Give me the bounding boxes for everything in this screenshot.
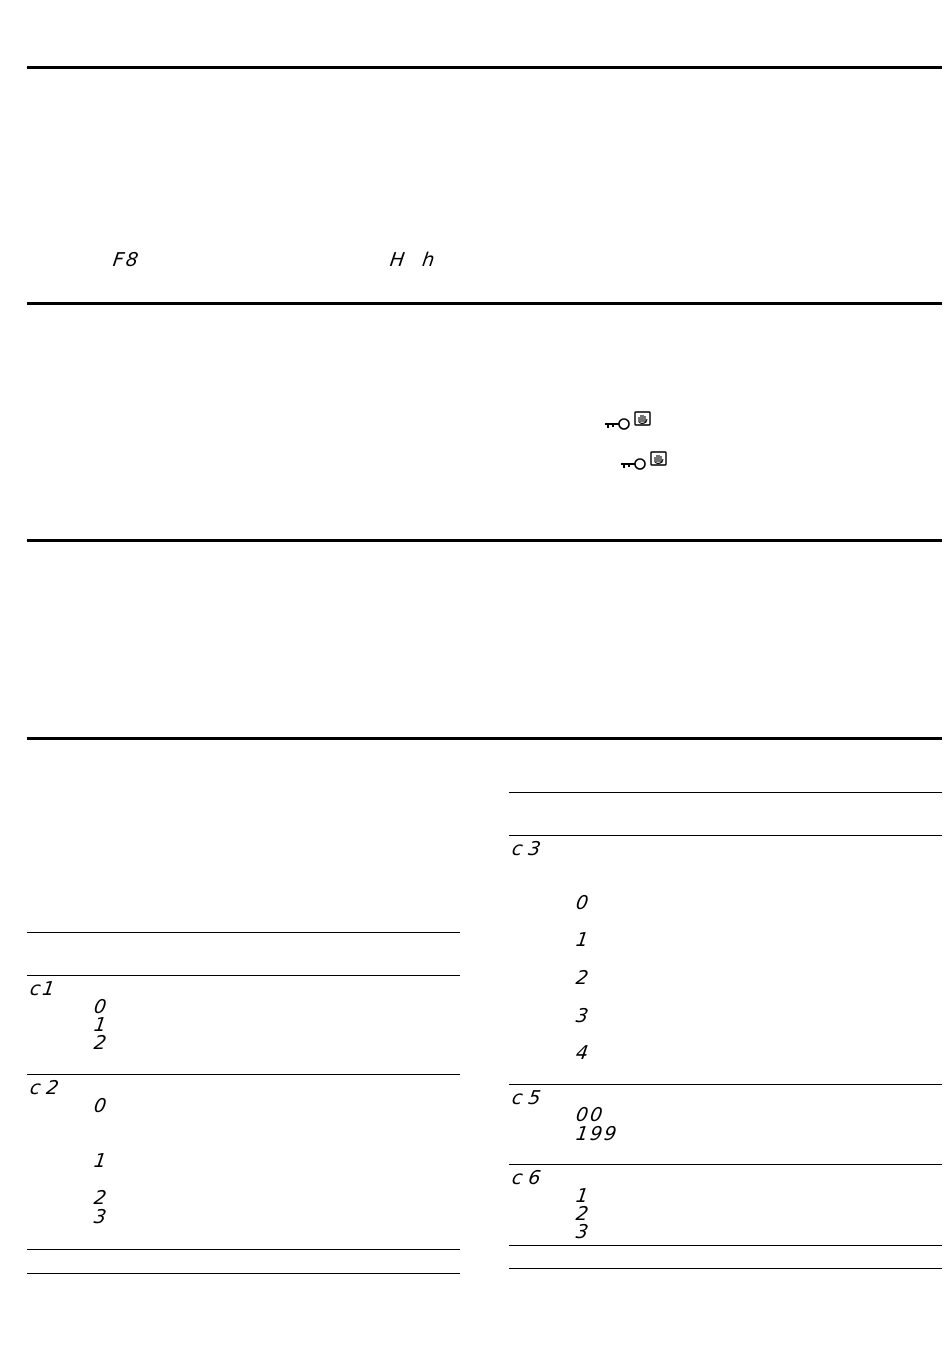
table-rule — [509, 1245, 942, 1246]
table-rule — [509, 792, 942, 793]
table-rule — [27, 1074, 460, 1075]
option-value: 0 — [574, 892, 592, 914]
option-value: 0 — [92, 1095, 110, 1117]
option-value: 3 — [574, 1221, 592, 1243]
table-rule — [27, 1249, 460, 1250]
option-value: 0 — [92, 996, 110, 1018]
section-divider — [27, 66, 942, 69]
hand-sensor-icon — [634, 411, 652, 431]
hand-sensor-icon — [650, 451, 668, 471]
setting-code-c2: c2 — [28, 1077, 67, 1099]
table-rule — [27, 1273, 460, 1274]
option-value: 2 — [92, 1032, 110, 1054]
option-value: 4 — [574, 1042, 592, 1064]
option-value: 3 — [92, 1206, 110, 1228]
setting-code-c5: c5 — [510, 1087, 549, 1109]
option-value: 1 — [92, 1014, 110, 1036]
option-value: 2 — [574, 1203, 592, 1225]
option-value: 2 — [92, 1187, 110, 1209]
setting-code-c3: c3 — [510, 838, 549, 860]
table-rule — [509, 1084, 942, 1085]
key-icon — [620, 455, 648, 474]
table-rule — [509, 1268, 942, 1269]
display-code-f8: F8 — [111, 249, 142, 271]
table-rule — [27, 975, 460, 976]
setting-code-c6: c6 — [510, 1167, 549, 1189]
option-value: 1 — [574, 1185, 592, 1207]
table-rule — [509, 1164, 942, 1165]
key-icon — [604, 415, 632, 434]
option-value: 00 — [574, 1104, 606, 1126]
option-value: 1 — [92, 1150, 110, 1172]
option-value: 3 — [574, 1005, 592, 1027]
option-value: 2 — [574, 967, 592, 989]
table-rule — [509, 835, 942, 836]
section-divider — [27, 737, 942, 740]
table-rule — [27, 932, 460, 933]
section-divider — [27, 302, 942, 305]
section-divider — [27, 539, 942, 542]
display-code-hh: H h — [388, 249, 442, 271]
option-value: 199 — [574, 1123, 620, 1145]
option-value: 1 — [574, 929, 592, 951]
setting-code-c1: c1 — [28, 978, 59, 1000]
